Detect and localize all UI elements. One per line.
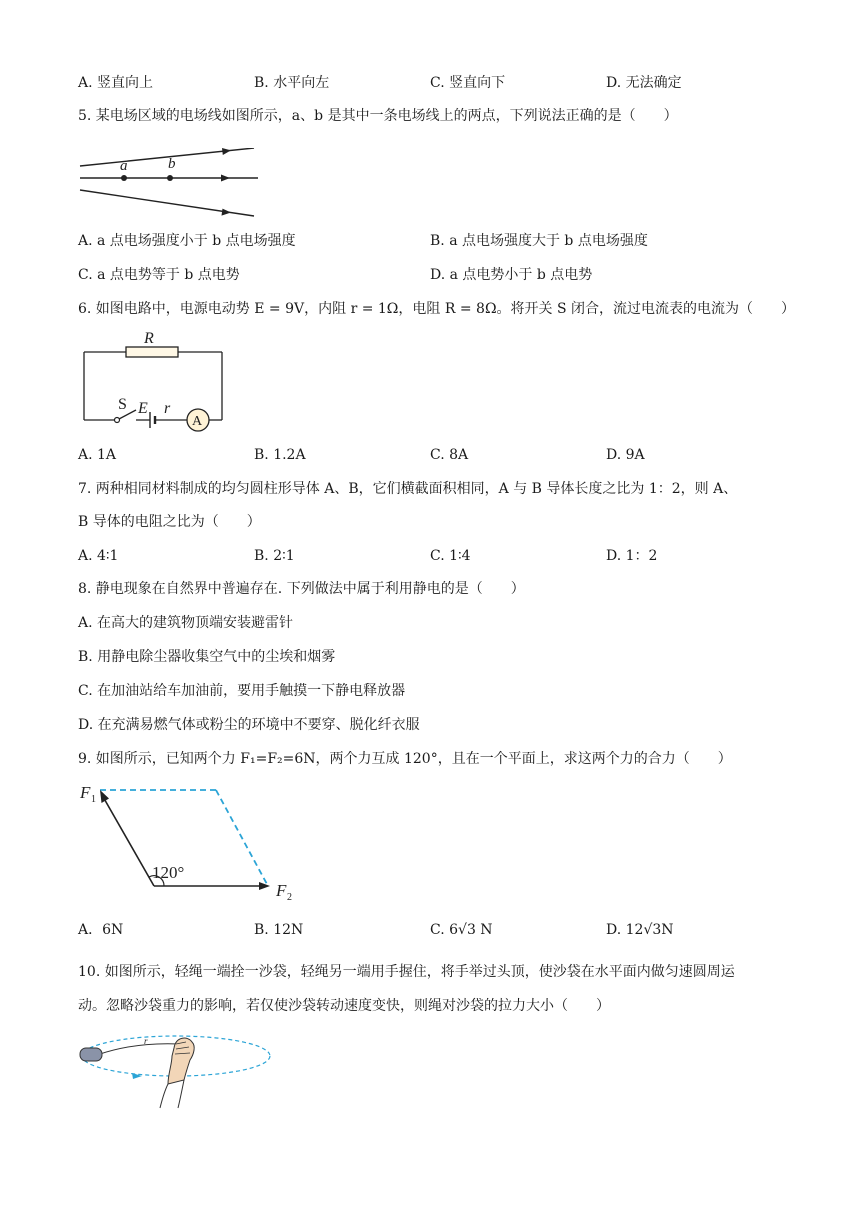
q7-option-a: A. 4∶1 (78, 548, 119, 564)
q4-option-c: C. 竖直向下 (430, 75, 506, 91)
label-r: r (144, 1036, 148, 1046)
q7-option-d: D. 1：2 (606, 548, 658, 564)
q5-option-b: B. a 点电场强度大于 b 点电场强度 (430, 233, 648, 249)
field-line-upper-arrow (222, 148, 231, 155)
resistor-r (126, 347, 178, 357)
sandbag (80, 1048, 102, 1061)
point-b (167, 175, 173, 181)
q6-option-a: A. 1A (78, 447, 117, 463)
q6-option-c: C. 8A (430, 447, 469, 463)
q8-option-b: B. 用静电除尘器收集空气中的尘埃和烟雾 (78, 649, 336, 665)
label-F2: F (276, 881, 287, 900)
label-r: r (164, 400, 171, 417)
q9-option-d: D. 12√3N (606, 922, 674, 938)
q7-option-b: B. 2∶1 (254, 548, 295, 564)
q4-option-a: A. 竖直向上 (78, 75, 154, 91)
orbit-arrow (132, 1073, 142, 1079)
angle-label: 120° (152, 863, 185, 882)
field-line-middle-arrow (221, 175, 230, 182)
label-F1: F (80, 783, 91, 802)
label-F2-sub: 2 (287, 892, 292, 903)
q7-stem-line1: 7. 两种相同材料制成的均匀圆柱形导体 A、B，它们横截面积相同，A 与 B 导体长度之比为 1：2，则 A、 (78, 481, 738, 497)
label-R: R (144, 330, 154, 347)
q10-stem-line1: 10. 如图所示，轻绳一端拴一沙袋，轻绳另一端用手握住，将手举过头顶，使沙袋在水平面内做匀速圆周运 (78, 964, 735, 980)
dashed-right (216, 790, 268, 886)
q9-option-b: B. 12N (254, 922, 304, 938)
label-S: S (118, 396, 127, 413)
rope (100, 1044, 180, 1054)
q4-option-d: D. 无法确定 (606, 75, 682, 91)
label-A: A (192, 414, 203, 429)
q8-option-c: C. 在加油站给车加油前，要用手触摸一下静电释放器 (78, 683, 406, 699)
q6-option-b: B. 1.2A (254, 447, 306, 463)
q7-option-c: C. 1∶4 (430, 548, 471, 564)
q9-force-parallelogram-figure (76, 778, 306, 908)
q5-field-lines-figure (76, 148, 260, 220)
switch-s-pivot (115, 418, 120, 423)
q4-option-b: B. 水平向左 (254, 75, 330, 91)
q6-circuit-figure (80, 326, 230, 436)
q5-option-a: A. a 点电场强度小于 b 点电场强度 (78, 233, 296, 249)
label-F1-sub: 1 (91, 794, 96, 805)
q5-option-d: D. a 点电势小于 b 点电势 (430, 267, 593, 283)
q10-sandbag-figure (76, 1030, 276, 1110)
q9-stem: 9. 如图所示，已知两个力 F₁=F₂=6N，两个力互成 120°，且在一个平面上，求这两个力的合力（ ） (78, 751, 732, 767)
q6-option-d: D. 9A (606, 447, 645, 463)
q9-option-c: C. 6√3 N (430, 922, 493, 938)
field-line-lower-arrow (222, 209, 232, 216)
label-a: a (120, 158, 128, 174)
vector-f2-arrowhead (259, 882, 270, 890)
point-a (121, 175, 127, 181)
q6-stem: 6. 如图电路中，电源电动势 E = 9V，内阻 r = 1Ω，电阻 R = 8Ω。将开关 S 闭合，流过电流表的电流为（ ） (78, 301, 796, 317)
hand (168, 1038, 194, 1084)
q8-option-a: A. 在高大的建筑物顶端安装避雷针 (78, 615, 294, 631)
label-b: b (168, 156, 176, 172)
q9-option-a: A．6N (78, 922, 124, 938)
q10-stem-line2: 动。忽略沙袋重力的影响，若仅使沙袋转动速度变快，则绳对沙袋的拉力大小（ ） (78, 998, 610, 1014)
q8-stem: 8. 静电现象在自然界中普遍存在. 下列做法中属于利用静电的是（ ） (78, 581, 525, 597)
vector-f1-arrowhead (100, 790, 109, 803)
vector-f1 (102, 795, 154, 886)
q5-option-c: C. a 点电势等于 b 点电势 (78, 267, 240, 283)
arm (160, 1080, 184, 1108)
q7-stem-line2: B 导体的电阻之比为（ ） (78, 514, 261, 530)
q5-stem: 5. 某电场区域的电场线如图所示，a、b 是其中一条电场线上的两点，下列说法正确的是（ ） (78, 108, 678, 124)
q8-option-d: D. 在充满易燃气体或粉尘的环境中不要穿、脱化纤衣服 (78, 717, 420, 733)
label-E: E (138, 400, 148, 417)
